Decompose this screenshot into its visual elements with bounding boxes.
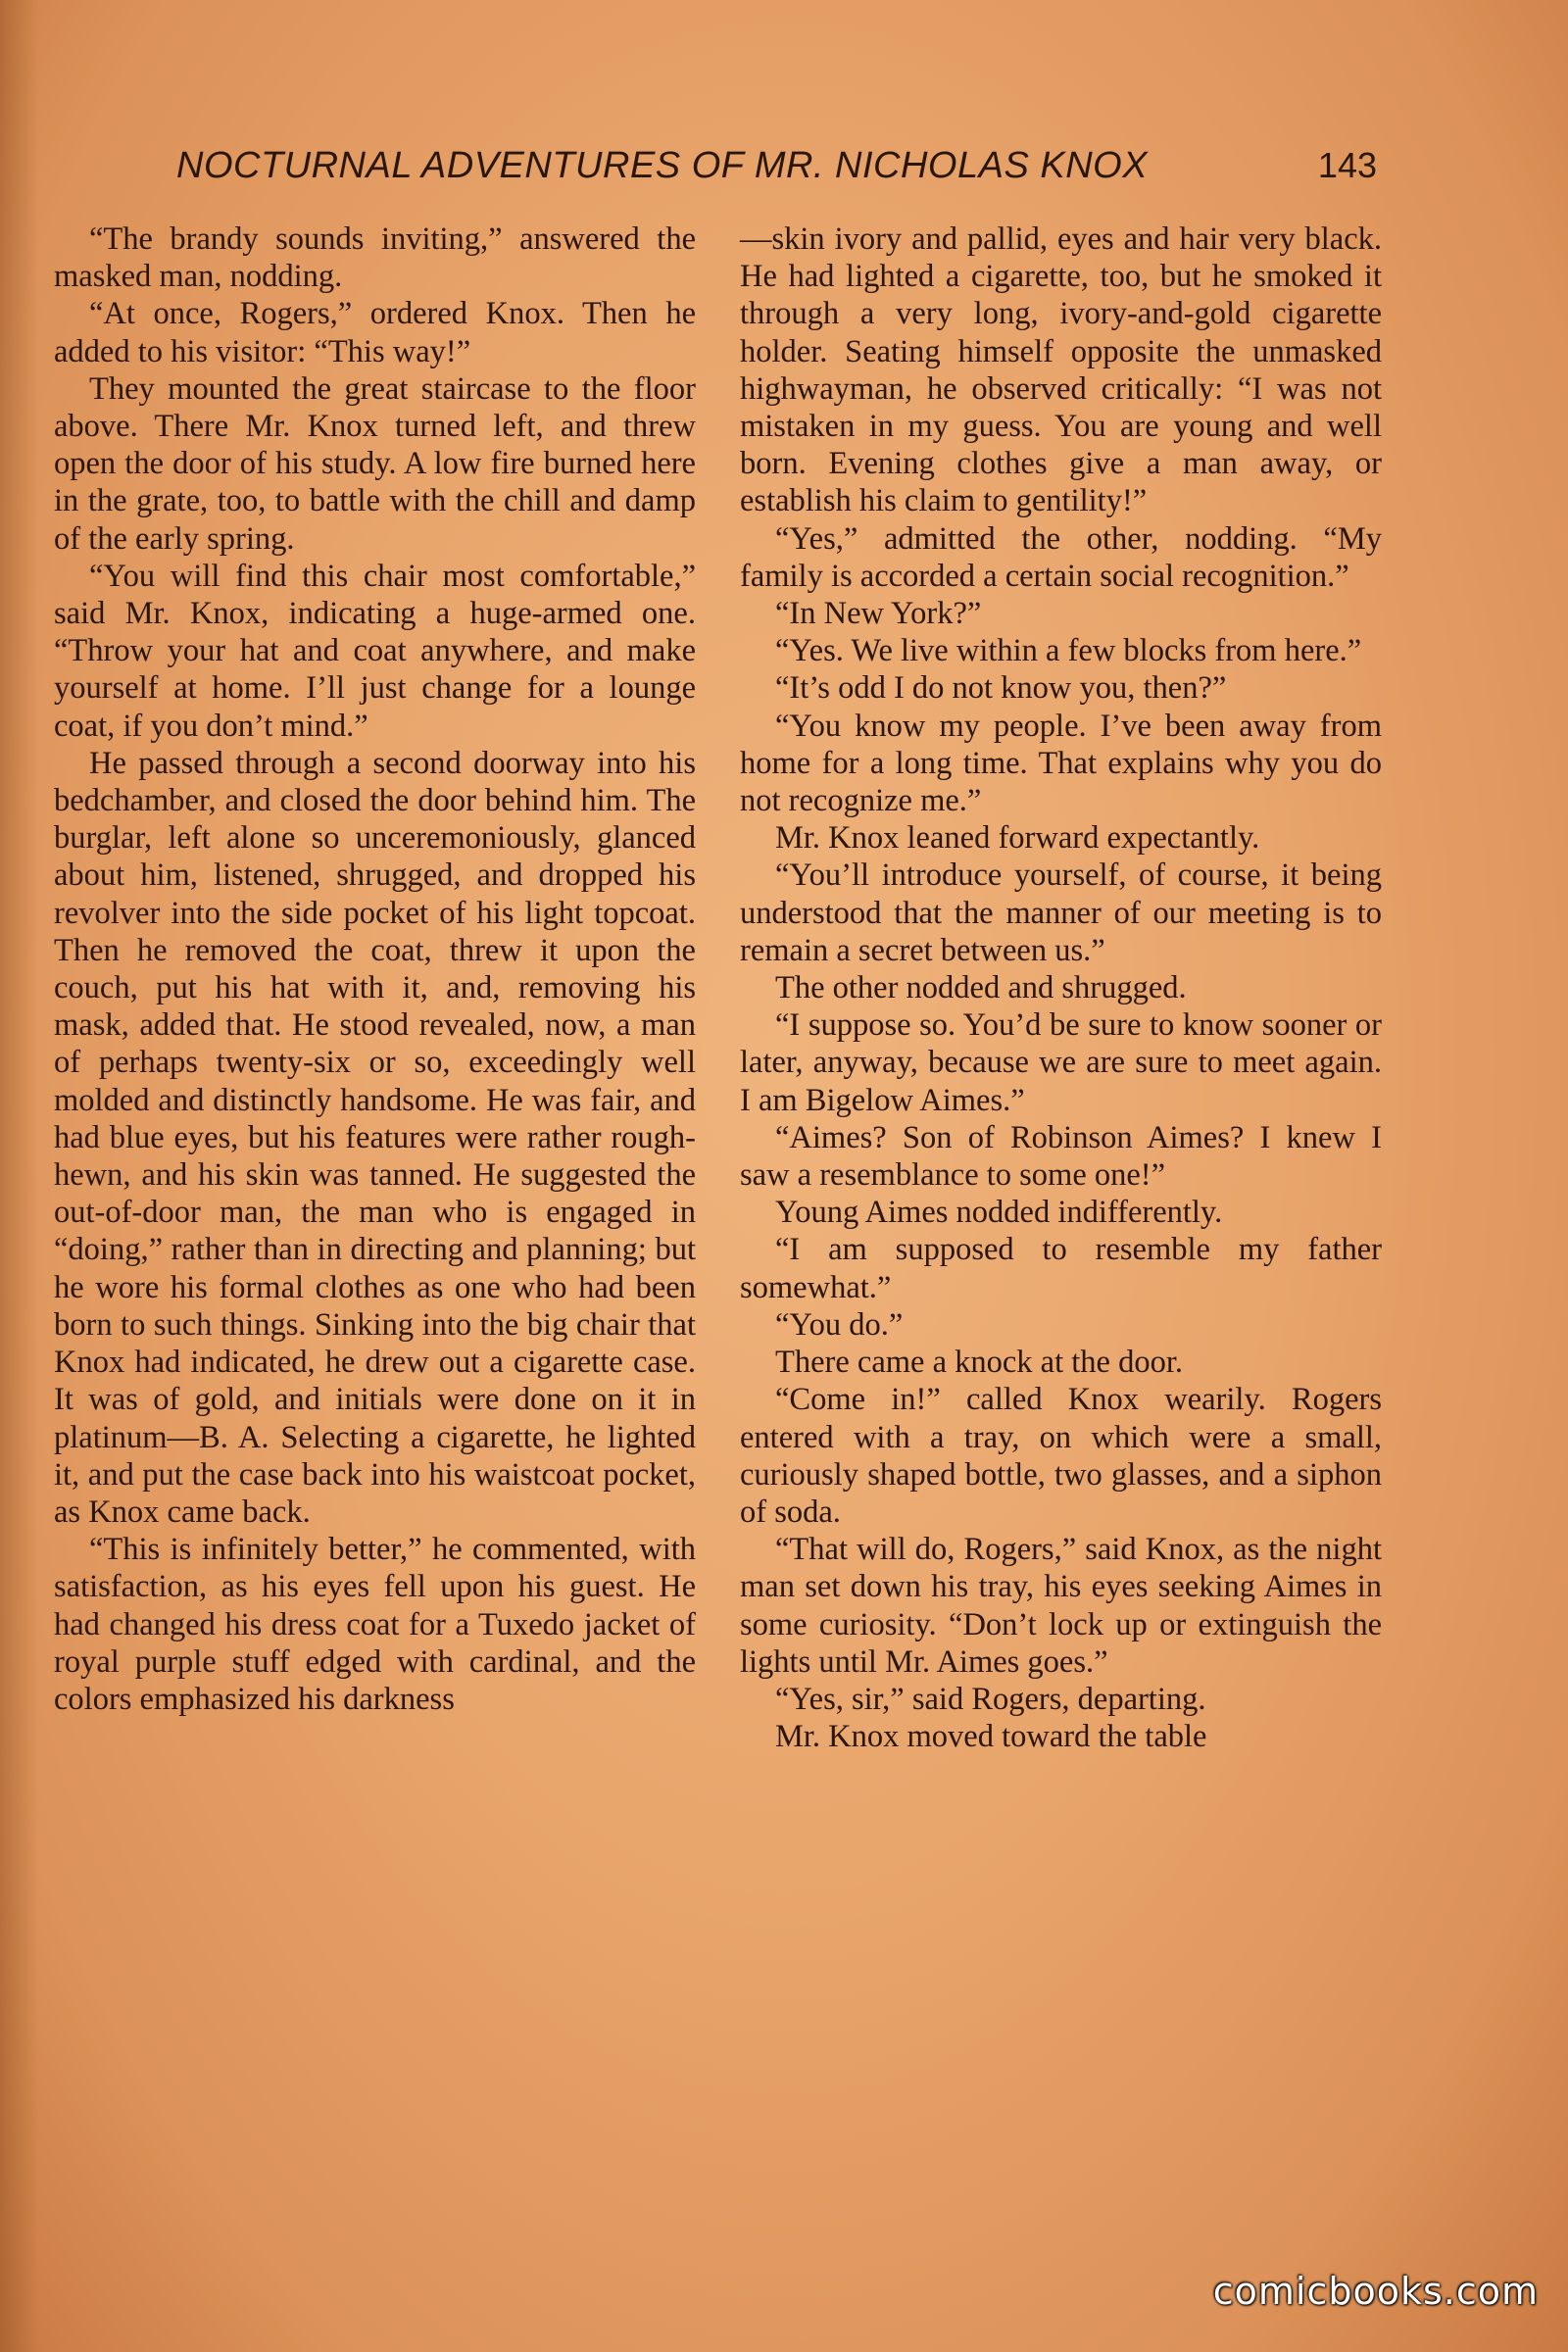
paragraph: “Yes. We live within a few blocks from here.” bbox=[775, 633, 1362, 669]
text-columns bbox=[54, 220, 1382, 2112]
right-column bbox=[740, 220, 1382, 2112]
paragraph: “You do.” bbox=[775, 1306, 904, 1343]
paragraph: Young Aimes nodded indifferently. bbox=[775, 1195, 1223, 1231]
paragraph: “That will do, Rogers,” said Knox, as the night man set down his tray, his eyes seeking Aimes in some curiosity. “Don’t lock up or extinguish the lights until Mr. Aimes goes.” bbox=[740, 1532, 1382, 1680]
paragraph: “I suppose so. You’d be sure to know sooner or later, anyway, because we are sure to meet again. I am Bigelow Aimes.” bbox=[740, 1007, 1382, 1118]
running-title: NOCTURNAL ADVENTURES OF MR. NICHOLAS KNOX bbox=[176, 145, 1149, 186]
paragraph: “You know my people. I’ve been away from home for a long time. That explains why you do not recognize me.” bbox=[740, 708, 1382, 819]
paragraph: “Come in!” called Knox wearily. Rogers entered with a tray, on which were a small, curiously shaped bottle, two glasses, and a siphon of soda. bbox=[740, 1382, 1382, 1530]
paragraph: “Yes, sir,” said Rogers, departing. bbox=[775, 1681, 1206, 1717]
paragraph: “This is infinitely better,” he commented, with satisfaction, as his eyes fell upon his guest. He had changed his dress coat for a Tuxedo jacket of royal purple stuff edged with cardinal, and the colors emphasized his darkness bbox=[54, 1532, 696, 1717]
paragraph: “Aimes? Son of Robinson Aimes? I knew I saw a resemblance to some one!” bbox=[740, 1119, 1382, 1194]
paragraph: “The brandy sounds inviting,” answered the masked man, nodding. bbox=[54, 221, 696, 295]
paragraph: “In New York?” bbox=[775, 596, 982, 632]
paragraph: They mounted the great staircase to the floor above. There Mr. Knox turned left, and threw open the door of his study. A low fire burned here in the grate, too, to battle with the chill and damp of the early spring. bbox=[54, 370, 696, 557]
watermark: comicbooks.com bbox=[1212, 2270, 1539, 2313]
paragraph: The other nodded and shrugged. bbox=[775, 970, 1187, 1006]
paragraph: “I am supposed to resemble my father somewhat.” bbox=[740, 1232, 1382, 1305]
paragraph: “You will find this chair most comfortable,” said Mr. Knox, indicating a huge-armed one. “Throw your hat and coat anywhere, and make yourself at home. I’ll just change for a lounge coat, if you don’t mind.” bbox=[54, 558, 696, 744]
running-head bbox=[176, 145, 1377, 204]
left-column bbox=[54, 220, 696, 2112]
paragraph: Mr. Knox moved toward the table bbox=[775, 1719, 1207, 1755]
paragraph: —skin ivory and pallid, eyes and hair very black. He had lighted a cigarette, too, but he smoked it through a very long, ivory-and-gold cigarette holder. Seating himself opposite the unmasked highwayman, he observed critically: “I was not mistaken in my guess. You are young and well born. Evening clothes give a man away, or establish his claim to gentility!” bbox=[740, 221, 1382, 519]
paragraph: “At once, Rogers,” ordered Knox. Then he added to his visitor: “This way!” bbox=[54, 296, 696, 369]
paragraph: “Yes,” admitted the other, nodding. “My family is accorded a certain social recognition.” bbox=[740, 520, 1382, 594]
paragraph: “You’ll introduce yourself, of course, it being understood that the manner of our meeting is to remain a secret between us.” bbox=[740, 858, 1382, 968]
paragraph: “It’s odd I do not know you, then?” bbox=[775, 670, 1227, 707]
paragraph: There came a knock at the door. bbox=[775, 1345, 1183, 1381]
paragraph: He passed through a second doorway into his bedchamber, and closed the door behind him. The burglar, left alone so unceremoniously, glanced about him, listened, shrugged, and dropped his revolver into the side pocket of his light topcoat. Then he removed the coat, threw it upon the couch, put his hat with it, and, removing his mask, added that. He stood revealed, now, a man of perhaps twenty-six or so, exceedingly well molded and distinctly handsome. He was fair, and had blue eyes, but his features were rather rough-hewn, and his skin was tanned. He suggested the out-of-door man, the man who is engaged in “doing,” rather than in directing and planning; but he wore his formal clothes as one who had been born to such things. Sinking into the big chair that Knox had indicated, he drew out a cigarette case. It was of gold, and initials were done on it in platinum—B. A. Selecting a cigarette, he lighted it, and put the case back into his waistcoat pocket, as Knox came back. bbox=[54, 745, 696, 1530]
paragraph: Mr. Knox leaned forward expectantly. bbox=[775, 820, 1260, 857]
page-number: 143 bbox=[1317, 145, 1377, 185]
